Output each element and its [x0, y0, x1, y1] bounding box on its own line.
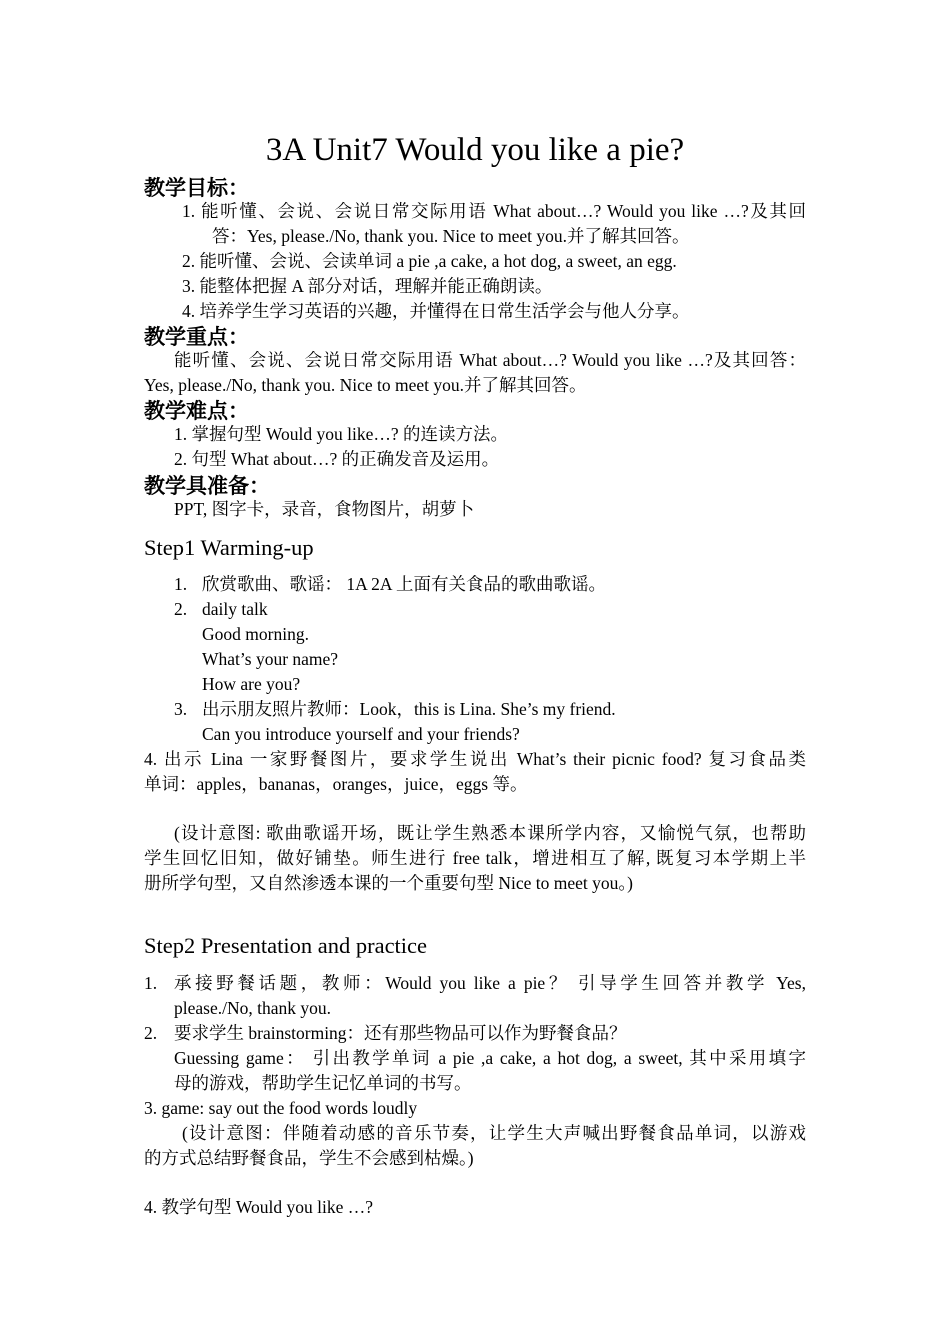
list-item: 要求学生 brainstorming：还有那些物品可以作为野餐食品？	[174, 1023, 627, 1043]
step2-item3: 3. game: say out the food words loudly	[144, 1098, 418, 1118]
preparation-text: PPT, 图字卡，录音，食物图片，胡萝卜	[174, 499, 475, 519]
objectives-heading: 教学目标：	[144, 176, 249, 200]
page-title: 3A Unit7 Would you like a pie?	[265, 132, 685, 168]
list-item: 承接野餐话题，教师：Would you like a pie？ 引导学生回答并教学 Yes,	[174, 973, 806, 993]
list-item: 出示朋友照片教师：Look，this is Lina. She’s my friend.	[202, 699, 616, 719]
objective-line: 2. 能听懂、会说、会读单词 a pie ,a cake, a hot dog, a sweet, an egg.	[182, 251, 677, 271]
list-item: 欣赏歌曲、歌谣： 1A 2A 上面有关食品的歌曲歌谣。	[202, 574, 606, 594]
objective-line: 4. 培养学生学习英语的兴趣，并懂得在日常生活学会与他人分享。	[182, 301, 690, 321]
step1-item4-line: 4. 出示 Lina 一家野餐图片，要求学生说出 What’s their picnic food? 复习食品类	[144, 749, 806, 769]
design-note-line: (设计意图：伴随着动感的音乐节奏，让学生大声喊出野餐食品单词，以游戏	[182, 1123, 806, 1143]
objective-line: 1. 能听懂、会说、会说日常交际用语 What about…? Would you like …?及其回	[182, 201, 806, 221]
list-number: 3.	[174, 699, 188, 719]
list-number: 2.	[174, 599, 188, 619]
list-number: 2.	[144, 1023, 158, 1043]
list-item: daily talk	[202, 599, 268, 619]
objective-line: 3. 能整体把握 A 部分对话，理解并能正确朗读。	[182, 276, 553, 296]
list-number: 1.	[174, 574, 188, 594]
list-item-line: Can you introduce yourself and your friends?	[202, 724, 520, 744]
step2-item4: 4. 教学句型 Would you like …?	[144, 1197, 373, 1217]
key-points-line: Yes, please./No, thank you. Nice to meet you.并了解其回答。	[144, 375, 587, 395]
list-item-line: What’s your name?	[202, 649, 339, 669]
list-item-line: Guessing game： 引出教学单词 a pie ,a cake, a hot dog, a sweet, 其中采用填字	[174, 1048, 806, 1068]
key-points-line: 能听懂、会说、会说日常交际用语 What about…? Would you like …?及其回答：	[174, 350, 806, 370]
list-item-line: How are you?	[202, 674, 301, 694]
design-note-line: 的方式总结野餐食品，学生不会感到枯燥。)	[144, 1148, 474, 1168]
list-item-line: Good morning.	[202, 624, 309, 644]
list-item-line: 母的游戏，帮助学生记忆单词的书写。	[174, 1073, 472, 1093]
list-item-line: please./No, thank you.	[174, 998, 331, 1018]
difficulty-line: 2. 句型 What about…? 的正确发音及运用。	[174, 449, 500, 469]
step2-heading: Step2 Presentation and practice	[144, 933, 428, 958]
design-note-line: 学生回忆旧知，做好铺垫。师生进行 free talk，增进相互了解, 既复习本学期上半	[144, 848, 806, 868]
step1-heading: Step1 Warming-up	[144, 535, 314, 560]
step1-item4-line: 单词：apples，bananas，oranges，juice，eggs 等。	[144, 774, 528, 794]
design-note-line: (设计意图: 歌曲歌谣开场，既让学生熟悉本课所学内容，又愉悦气氛，也帮助	[174, 823, 806, 843]
list-number: 1.	[144, 973, 158, 993]
difficulties-heading: 教学难点：	[144, 399, 249, 423]
design-note-line: 册所学句型，又自然渗透本课的一个重要句型 Nice to meet you。)	[144, 873, 633, 893]
objective-line: 答：Yes, please./No, thank you. Nice to meet you.并了解其回答。	[212, 226, 690, 246]
preparation-heading: 教学具准备：	[144, 474, 270, 498]
key-points-heading: 教学重点：	[144, 325, 249, 349]
difficulty-line: 1. 掌握句型 Would you like…? 的连读方法。	[174, 424, 508, 444]
